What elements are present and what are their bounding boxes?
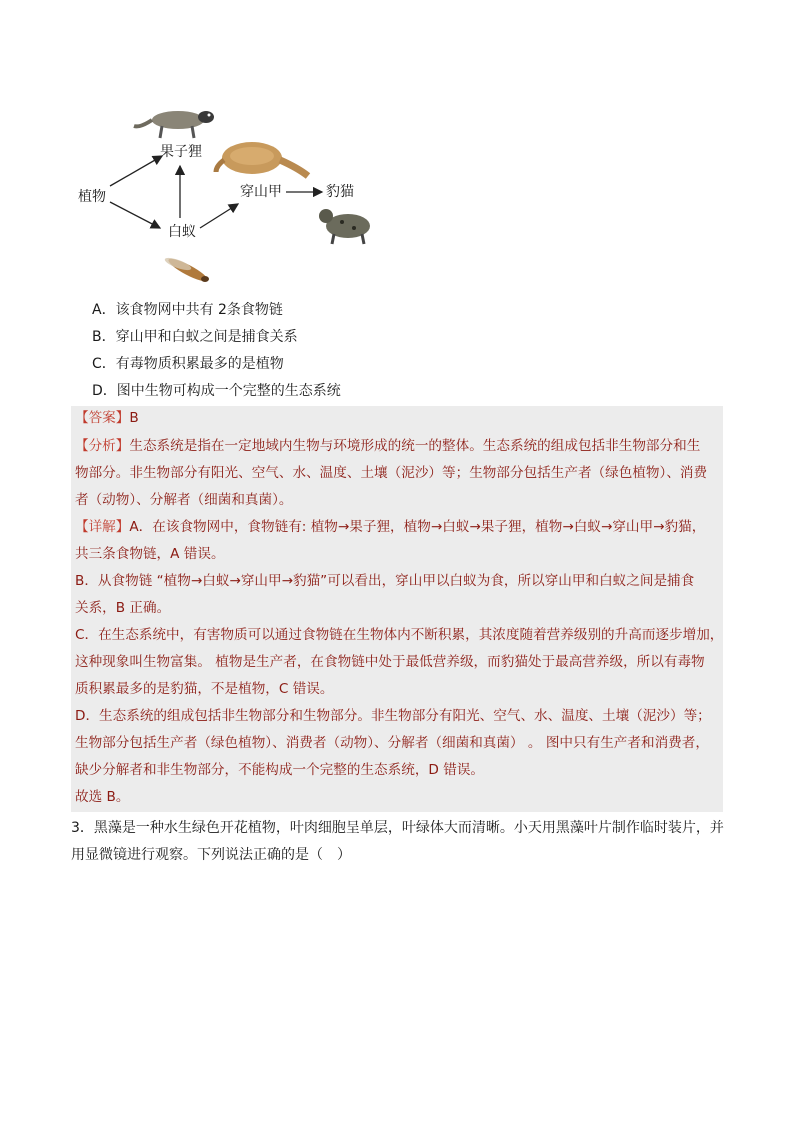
answer-block — [71, 406, 723, 812]
option-c: C．有毒物质积累最多的是植物 — [92, 356, 284, 372]
analysis-text: 生态系统是指在一定地域内生物与环境形成的统一的整体。生态系统的组成包括非生物部分和生 — [129, 438, 701, 454]
node-leopard-cat: 豹猫 — [326, 184, 354, 200]
answer-tag: 【答案】 — [75, 410, 130, 426]
answer-value: B — [129, 410, 139, 426]
option-b: B．穿山甲和白蚁之间是捕食关系 — [92, 329, 298, 345]
node-termite: 白蚁 — [168, 224, 196, 240]
analysis-line-2: 物部分。非生物部分有阳光、空气、水、温度、土壤（泥沙）等；生物部分包括生产者（绿色植物）、消费 — [75, 465, 708, 481]
leopard-cat-image — [319, 209, 370, 244]
detail-line-9: 生物部分包括生产者（绿色植物）、消费者（动物）、分解者（细菌和真菌） 。 图中只有生产者和消费者， — [75, 735, 709, 751]
detail-line-6: 这种现象叫生物富集。 植物是生产者，在食物链中处于最低营养级，而豹猫处于最高营养级，所以有毒物 — [75, 654, 705, 670]
detail-line-7: 质积累最多的是豹猫，不是植物，C 错误。 — [75, 681, 334, 697]
node-plant: 植物 — [78, 189, 106, 205]
detail-line-4: 关系，B 正确。 — [75, 600, 171, 616]
node-pangolin: 穿山甲 — [240, 184, 282, 200]
analysis-line-3: 者（动物）、分解者（细菌和真菌）。 — [75, 492, 293, 508]
detail-line-8: D．生态系统的组成包括非生物部分和生物部分。非生物部分有阳光、空气、水、温度、土壤（泥沙）等； — [75, 708, 711, 724]
detail-text: A．在该食物网中，食物链有: 植物→果子狸，植物→白蚁→果子狸，植物→白蚁→穿山甲→豹猫， — [129, 519, 706, 535]
analysis-line-1 — [75, 437, 700, 455]
termite-image — [163, 255, 209, 284]
detail-line-5: C．在生态系统中，有害物质可以通过食物链在生物体内不断积累，其浓度随着营养级别的升高而逐步增加， — [75, 627, 724, 643]
question-3-line-2: 用显微镜进行观察。下列说法正确的是（ ） — [71, 847, 351, 863]
detail-tag: 【详解】 — [75, 519, 130, 535]
option-d: D．图中生物可构成一个完整的生态系统 — [92, 383, 341, 399]
detail-line-10: 缺少分解者和非生物部分，不能构成一个完整的生态系统，D 错误。 — [75, 762, 485, 778]
option-a: A．该食物网中共有 2条食物链 — [92, 302, 283, 318]
pangolin-image — [216, 142, 308, 176]
analysis-tag: 【分析】 — [75, 438, 130, 454]
detail-line-2: 共三条食物链，A 错误。 — [75, 546, 225, 562]
detail-line-1 — [75, 518, 705, 536]
detail-line-11: 故选 B。 — [75, 789, 130, 805]
food-web-diagram — [70, 98, 390, 298]
detail-line-3: B．从食物链 “植物→白蚁→穿山甲→豹猫”可以看出，穿山甲以白蚁为食，所以穿山甲和白蚁之间是捕食 — [75, 573, 695, 589]
civet-image — [134, 111, 214, 138]
answer-line — [75, 409, 139, 427]
question-3-line-1: 3．黑藻是一种水生绿色开花植物，叶肉细胞呈单层，叶绿体大而清晰。小天用黑藻叶片制作临时装片，并 — [71, 820, 724, 836]
node-civet: 果子狸 — [160, 144, 202, 160]
